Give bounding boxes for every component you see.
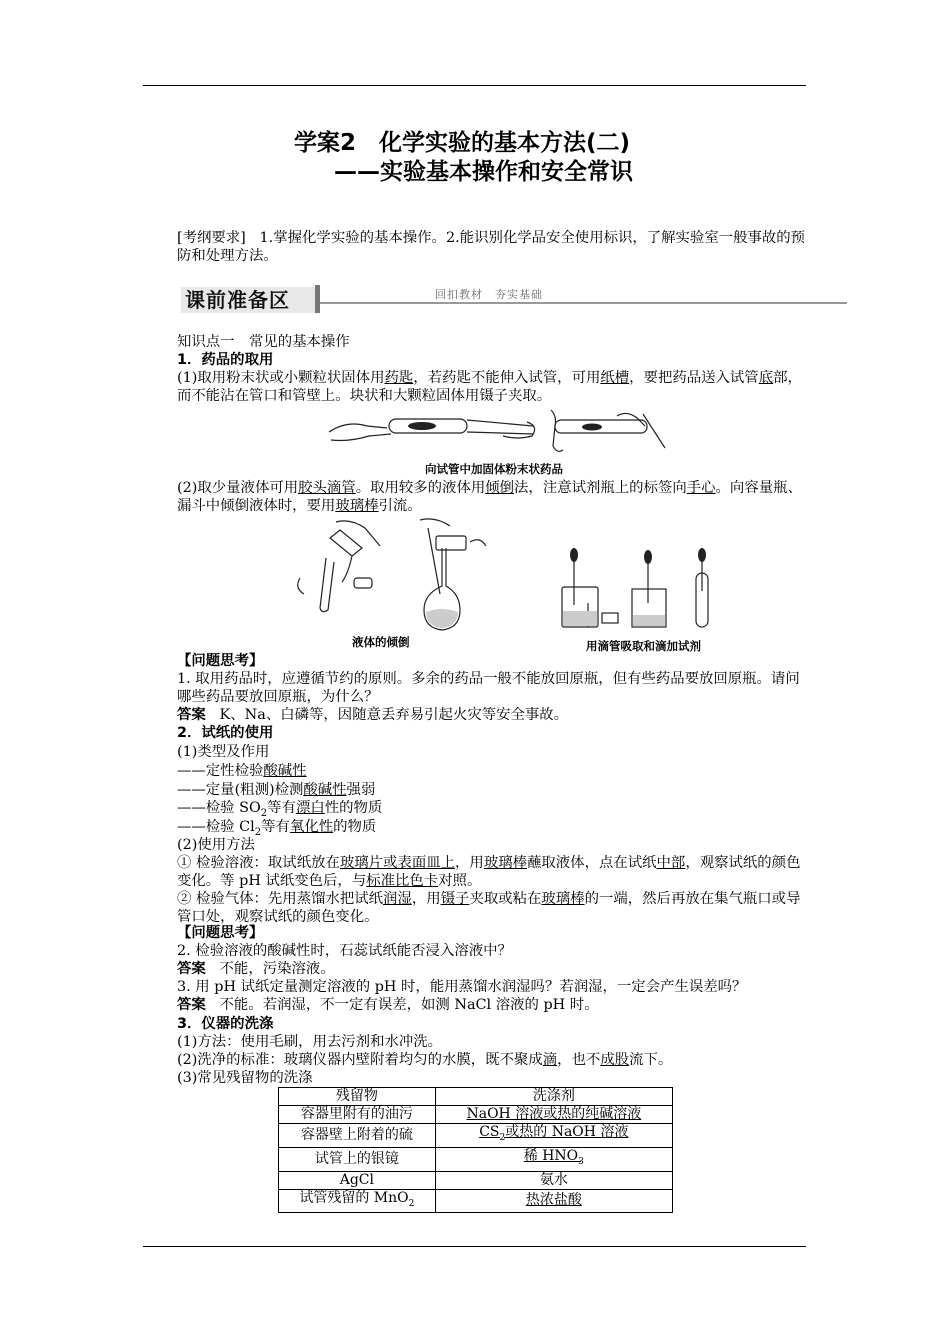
residue-cell: 容器壁上附着的硫 — [279, 1124, 436, 1148]
think-2-answer: 答案 不能，污染溶液。 — [177, 961, 335, 977]
table-header-row — [279, 1088, 673, 1106]
table-row — [279, 1171, 673, 1189]
section-2-sub-2: (2)使用方法 — [177, 837, 255, 853]
test-paper-line-1: ——定性检验酸碱性 — [177, 763, 307, 779]
method-2: ② 检验气体：先用蒸馏水把试纸润湿，用镊子夹取或粘在玻璃棒的一端，然后再放在集气瓶口或导管口处，观察试纸的颜色变化。 — [177, 891, 801, 925]
section-banner — [177, 283, 847, 317]
think-3-question: 3. 用 pH 试纸定量测定溶液的 pH 时，能用蒸馏水润湿吗？若润湿，一定会产生误差吗？ — [177, 979, 747, 995]
table-row — [279, 1124, 673, 1148]
detergent-cell: NaOH 溶液或热的纯碱溶液 — [435, 1106, 672, 1124]
test-paper-line-2: ——定量(粗测)检测酸碱性强弱 — [177, 782, 376, 798]
table-row — [279, 1106, 673, 1124]
section-2-title: 2．试纸的使用 — [177, 725, 274, 741]
think-1-tag: 【问题思考】 — [177, 653, 264, 669]
detergent-cell: 热浓盐酸 — [435, 1189, 672, 1213]
header-residue: 残留物 — [279, 1088, 436, 1106]
think-3-answer: 答案 不能。若润湿，不一定有误差，如测 NaCl 溶液的 pH 时。 — [177, 997, 599, 1013]
detergent-cell: $CS_2$或热的 NaOH 溶液 — [435, 1124, 672, 1148]
banner-slogan: 回扣教材 夯实基础 — [435, 288, 543, 301]
section-2-sub-1: (1)类型及作用 — [177, 744, 270, 760]
residue-cell: 试管残留的 MnO$_2$ — [279, 1189, 436, 1213]
detergent-cell: 氨水 — [435, 1171, 672, 1189]
detergent-cell: 稀 $HNO_3$ — [435, 1147, 672, 1171]
think-2-question: 2. 检验溶液的酸碱性时，石蕊试纸能否浸入溶液中？ — [177, 943, 512, 959]
section-3-residues: (3)常见残留物的洗涤 — [177, 1070, 313, 1086]
think-1-question: 1. 取用药品时，应遵循节约的原则。多余的药品一般不能放回原瓶，但有些药品要放回原瓶。请问哪些药品要放回原瓶，为什么？ — [177, 671, 800, 705]
residue-cell: 试管上的银镜 — [279, 1147, 436, 1171]
title-line-1: 学案2 化学实验的基本方法(二) — [294, 130, 631, 156]
figure-pouring-liquid — [290, 518, 505, 636]
section-3-standard: (2)洗净的标准：玻璃仪器内壁附着均匀的水膜，既不聚成滴，也不成股流下。 — [177, 1052, 673, 1068]
knowledge-heading: 知识点一 常见的基本操作 — [177, 334, 350, 350]
residue-cell: 容器里附有的油污 — [279, 1106, 436, 1124]
residue-table — [278, 1087, 673, 1213]
table-row — [279, 1147, 673, 1171]
figure-powder-into-tube — [327, 406, 667, 458]
title-line-2: ——实验基本操作和安全常识 — [334, 159, 633, 185]
section-1-title: 1．药品的取用 — [177, 352, 274, 368]
method-1: ① 检验溶液：取试纸放在玻璃片或表面皿上，用玻璃棒蘸取液体，点在试纸中部，观察试纸的颜色变化。等 pH 试纸变色后，与标准比色卡对照。 — [177, 855, 801, 889]
test-paper-line-4: ——检验 $Cl_2$等有氧化性的物质 — [177, 819, 377, 838]
section-3-method: (1)方法：使用毛刷，用去污剂和水冲洗。 — [177, 1034, 443, 1050]
section-1-para-1: (1)取用粉末状或小颗粒状固体用药匙，若药匙不能伸入试管，可用纸槽，要把药品送入试管底部，而不能沾在管口和管壁上。块状和大颗粒固体用镊子夹取。 — [177, 370, 802, 404]
table-row — [279, 1189, 673, 1213]
bottom-rule — [143, 1246, 806, 1247]
section-3-title: 3．仪器的洗涤 — [177, 1016, 274, 1032]
top-rule — [143, 85, 806, 86]
requirement-tag: [考纲要求] — [177, 230, 246, 246]
figure-1-caption: 向试管中加固体粉末状药品 — [425, 462, 563, 476]
figure-2-caption-left: 液体的倾倒 — [352, 635, 410, 649]
header-detergent: 洗涤剂 — [435, 1088, 672, 1106]
banner-label: 课前准备区 — [185, 288, 290, 312]
requirement — [177, 229, 807, 265]
test-paper-line-3: ——检验 $SO_2$等有漂白性的物质 — [177, 800, 383, 819]
figure-dropper — [558, 545, 728, 631]
think-1-answer: 答案 K、Na、白磷等，因随意丢弃易引起火灾等安全事故。 — [177, 707, 569, 723]
residue-cell: AgCl — [279, 1171, 436, 1189]
think-2-tag: 【问题思考】 — [177, 925, 264, 941]
figure-2-caption-right: 用滴管吸取和滴加试剂 — [586, 639, 701, 653]
section-1-para-2: (2)取少量液体可用胶头滴管。取用较多的液体用倾倒法，注意试剂瓶上的标签向手心。向容量瓶、漏斗中倾倒液体时，要用玻璃棒引流。 — [177, 480, 802, 514]
requirement-text: 1.掌握化学实验的基本操作。2.能识别化学品安全使用标识，了解实验室一般事故的预防和处理方法。 — [177, 230, 806, 264]
